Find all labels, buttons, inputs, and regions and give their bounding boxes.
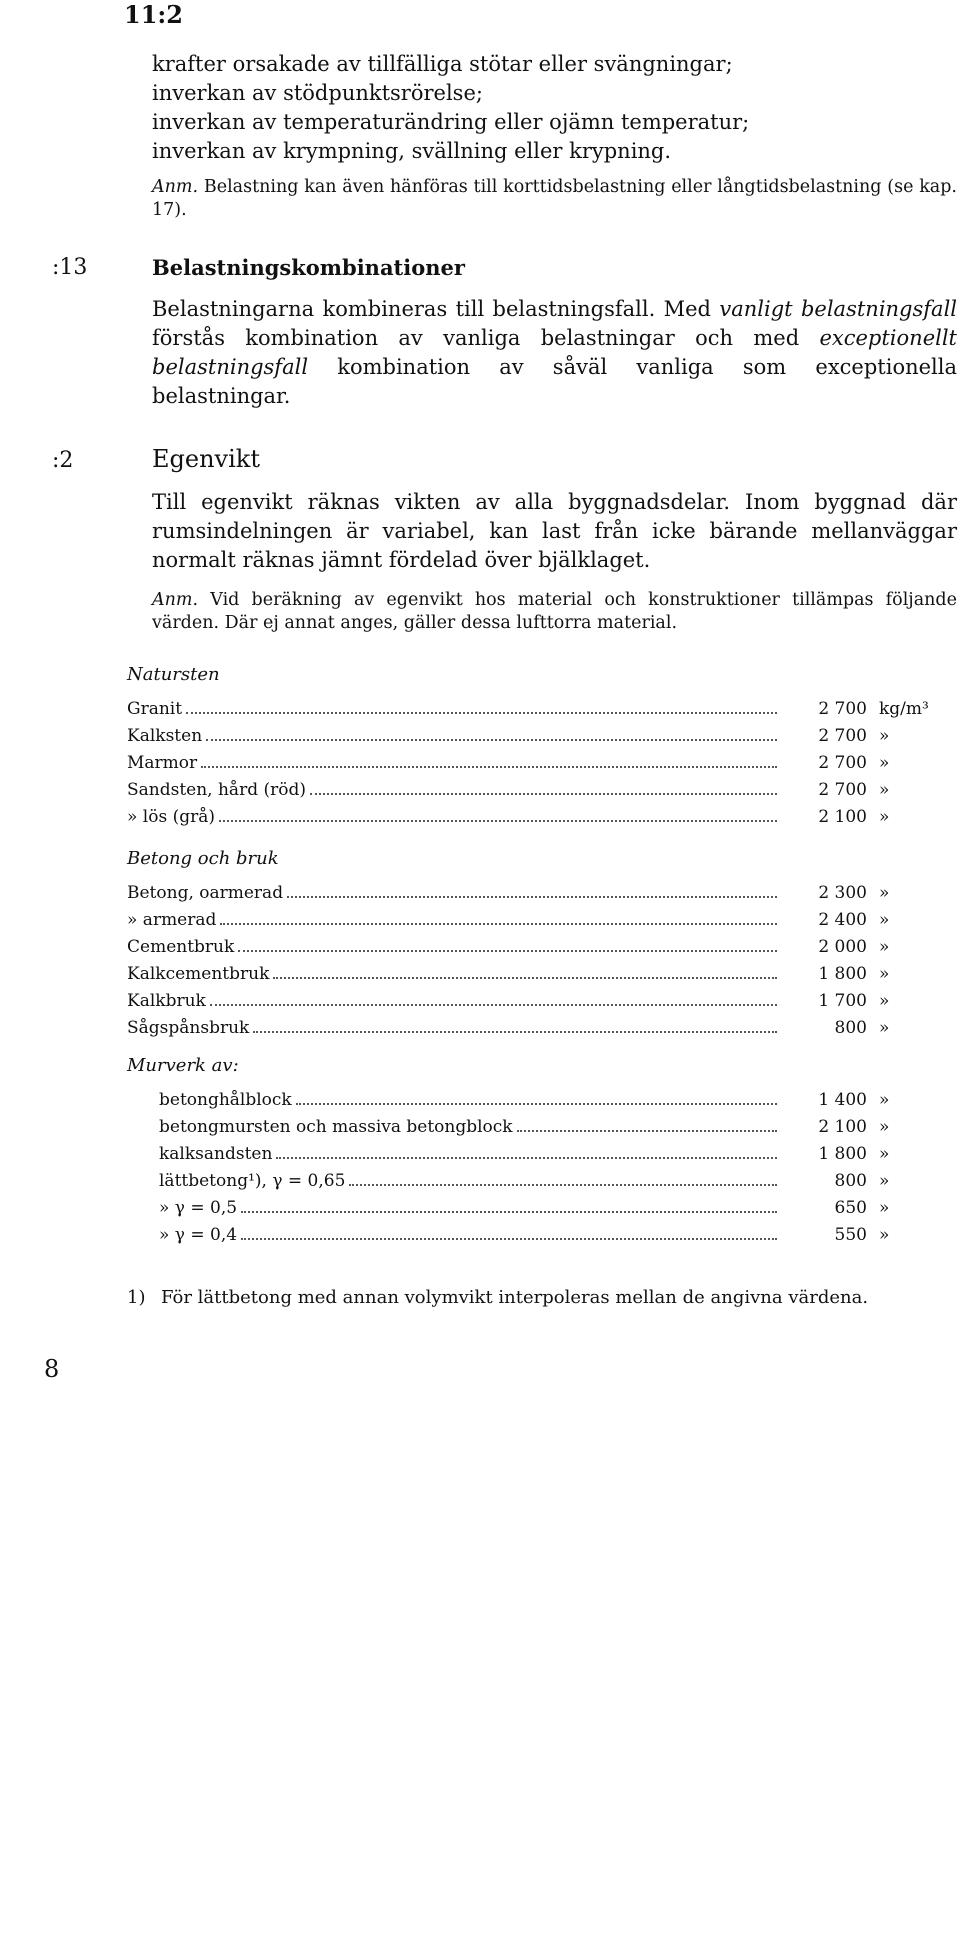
table-row	[127, 1117, 957, 1144]
row-value: 2 000	[818, 937, 867, 957]
section-ref-13: :13	[52, 255, 88, 280]
dot-leader	[206, 739, 777, 741]
row-label: Cementbruk	[127, 937, 235, 957]
intro-line: krafter orsakade av tillfälliga stötar eller svängningar;	[152, 52, 733, 76]
dot-leader	[241, 1238, 777, 1240]
row-value: 650	[834, 1198, 867, 1218]
table-row	[127, 964, 957, 991]
row-label: » armerad	[127, 910, 217, 930]
row-unit: »	[879, 1117, 890, 1137]
table-title: Betong och bruk	[127, 848, 279, 869]
dot-leader	[287, 896, 777, 898]
row-unit: »	[879, 964, 890, 984]
table-row	[127, 699, 957, 726]
dot-leader	[273, 977, 777, 979]
row-unit: »	[879, 726, 890, 746]
intro-line: inverkan av stödpunktsrörelse;	[152, 81, 483, 105]
dot-leader	[517, 1130, 777, 1132]
row-label: Betong, oarmerad	[127, 883, 284, 903]
row-unit: »	[879, 1225, 890, 1245]
dot-leader	[349, 1184, 777, 1186]
row-value: 2 700	[818, 753, 867, 773]
row-unit: »	[879, 991, 890, 1011]
row-label: » γ = 0,5	[159, 1198, 238, 1218]
dot-leader	[241, 1211, 777, 1213]
footnote-mark: 1)	[127, 1287, 146, 1308]
row-label: Sandsten, hård (röd)	[127, 780, 306, 800]
intro-block	[152, 50, 957, 222]
row-value: 2 400	[818, 910, 867, 930]
page-number: 8	[44, 1355, 60, 1383]
table-title: Murverk av:	[127, 1055, 239, 1076]
dot-leader	[238, 950, 777, 952]
section-note-2	[152, 589, 957, 635]
row-label: betonghålblock	[159, 1090, 292, 1110]
row-label: Kalkcementbruk	[127, 964, 270, 984]
row-label: kalksandsten	[159, 1144, 273, 1164]
row-unit: »	[879, 1018, 890, 1038]
table-betong	[127, 848, 957, 1045]
dot-leader	[210, 1004, 777, 1006]
row-value: 2 100	[818, 807, 867, 827]
table-row	[127, 883, 957, 910]
table-row	[127, 780, 957, 807]
table-row	[127, 937, 957, 964]
table-row	[127, 991, 957, 1018]
section-body-13	[152, 295, 957, 411]
table-row	[127, 1144, 957, 1171]
intro-note	[152, 176, 957, 222]
dot-leader	[253, 1031, 777, 1033]
row-unit: kg/m³	[879, 699, 929, 719]
anm-label: Anm.	[152, 590, 199, 610]
row-value: 1 700	[818, 991, 867, 1011]
row-value: 2 700	[818, 699, 867, 719]
table-row	[127, 753, 957, 780]
row-label: betongmursten och massiva betongblock	[159, 1117, 513, 1137]
dot-leader	[276, 1157, 777, 1159]
anm-text: Belastning kan även hänföras till korttidsbelastning eller långtidsbelastning (se kap. 17).	[152, 177, 957, 220]
dot-leader	[186, 712, 777, 714]
dot-leader	[296, 1103, 777, 1105]
table-row	[127, 910, 957, 937]
running-head: 11:2	[124, 0, 183, 29]
section-ref-2: :2	[52, 448, 74, 473]
table-row	[127, 726, 957, 753]
table-row	[127, 1171, 957, 1198]
row-value: 2 100	[818, 1117, 867, 1137]
section-body-2	[152, 488, 957, 635]
row-value: 2 700	[818, 726, 867, 746]
section-heading-2: Egenvikt	[152, 445, 260, 473]
table-rows	[127, 1090, 957, 1252]
dot-leader	[220, 923, 777, 925]
row-label: lättbetong¹), γ = 0,65	[159, 1171, 346, 1191]
table-rows	[127, 699, 957, 834]
table-row	[127, 1018, 957, 1045]
row-value: 1 400	[818, 1090, 867, 1110]
table-row	[127, 1198, 957, 1225]
row-label: » γ = 0,4	[159, 1225, 238, 1245]
section-heading-13: Belastningskombinationer	[152, 255, 465, 280]
table-row	[127, 807, 957, 834]
row-value: 1 800	[818, 1144, 867, 1164]
row-label: Granit	[127, 699, 183, 719]
row-value: 2 300	[818, 883, 867, 903]
row-label: Kalkbruk	[127, 991, 206, 1011]
intro-line: inverkan av krympning, svällning eller krypning.	[152, 139, 672, 163]
dot-leader	[201, 766, 777, 768]
row-label: Kalksten	[127, 726, 203, 746]
footnote-text: För lättbetong med annan volymvikt interpoleras mellan de angivna värdena.	[161, 1287, 869, 1308]
row-value: 800	[834, 1171, 867, 1191]
row-unit: »	[879, 910, 890, 930]
row-unit: »	[879, 780, 890, 800]
row-label: Sågspånsbruk	[127, 1018, 250, 1038]
row-unit: »	[879, 753, 890, 773]
row-unit: »	[879, 937, 890, 957]
paragraph: Till egenvikt räknas vikten av alla byggnadsdelar. Inom byggnad där rumsindelningen är variabel, kan last från icke bärande mellanväggar normalt räknas jämnt fördelad över bjälklaget.	[152, 490, 957, 572]
row-unit: »	[879, 1198, 890, 1218]
anm-text: Vid beräkning av egenvikt hos material och konstruktioner tillämpas följande värden. Där ej annat anges, gäller dessa lufttorra material.	[152, 590, 957, 633]
row-value: 550	[834, 1225, 867, 1245]
intro-line: inverkan av temperaturändring eller ojämn temperatur;	[152, 110, 750, 134]
row-value: 2 700	[818, 780, 867, 800]
row-label: Marmor	[127, 753, 198, 773]
row-unit: »	[879, 883, 890, 903]
table-row	[127, 1090, 957, 1117]
table-title: Natursten	[127, 664, 220, 685]
table-row	[127, 1225, 957, 1252]
row-unit: »	[879, 1171, 890, 1191]
table-natursten	[127, 664, 957, 834]
row-value: 1 800	[818, 964, 867, 984]
footnote	[127, 1285, 957, 1310]
row-value: 800	[834, 1018, 867, 1038]
anm-label: Anm.	[152, 177, 199, 197]
table-rows	[127, 883, 957, 1045]
row-unit: »	[879, 807, 890, 827]
table-murverk	[127, 1055, 957, 1252]
dot-leader	[310, 793, 777, 795]
row-unit: »	[879, 1090, 890, 1110]
dot-leader	[219, 820, 777, 822]
row-unit: »	[879, 1144, 890, 1164]
row-label: » lös (grå)	[127, 807, 216, 827]
paragraph: Belastningarna kombineras till belastningsfall. Med vanligt belastningsfall förstås kombination av vanliga belastningar och med exceptionellt belastningsfall kombination av såväl vanliga som exceptionella belastningar.	[152, 297, 957, 408]
